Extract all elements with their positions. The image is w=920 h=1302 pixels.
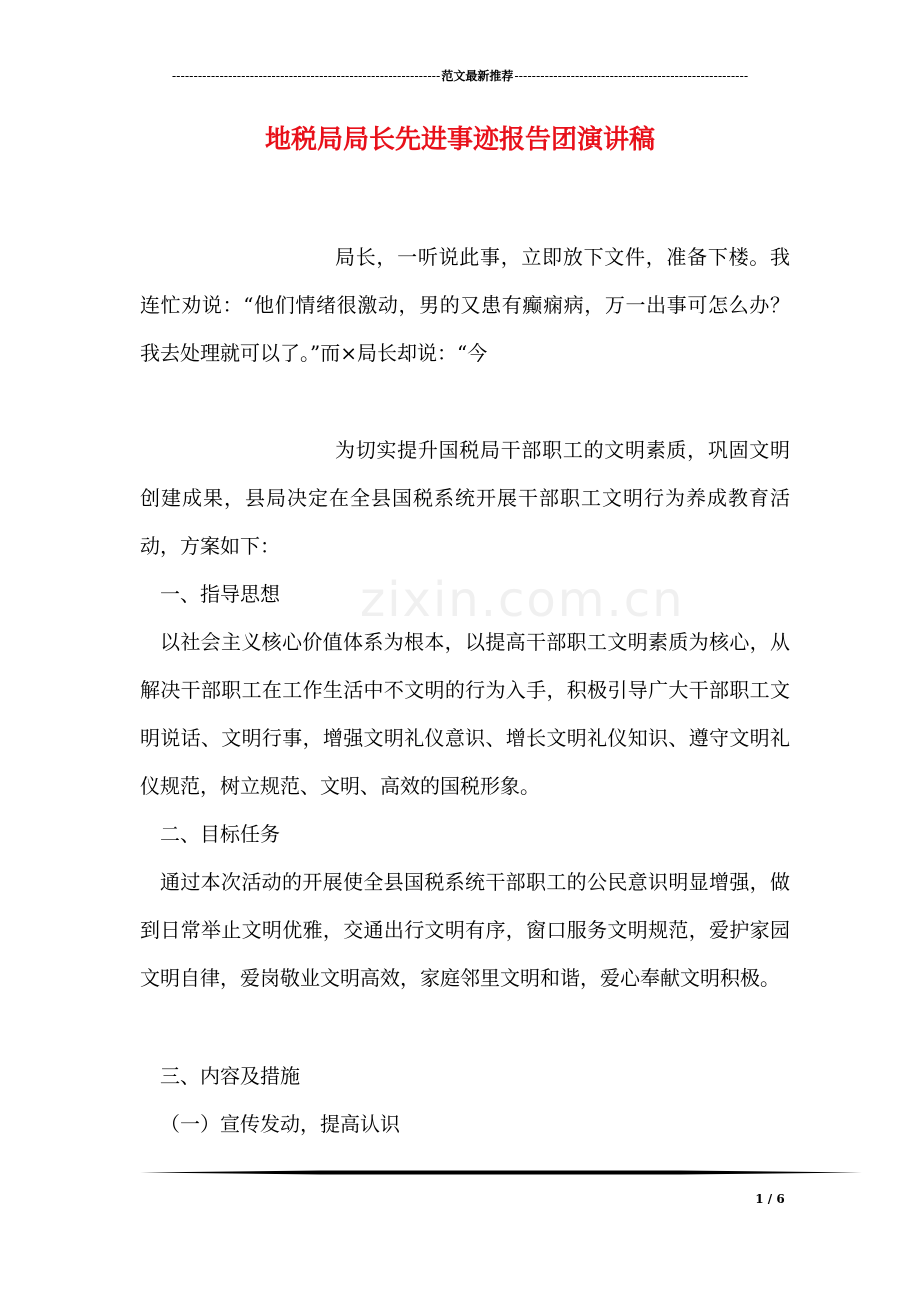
heading-3: 三、内容及措施 [160,1064,300,1088]
paragraph-4: 通过本次活动的开展使全县国税系统干部职工的公民意识明显增强，做到日常举止文明优雅，交通出行文明有序，窗口服务文明规范，爱护家园文明自律，爱岗敬业文明高效，家庭邻里文明和谐，爱心奉献文明积极。 [140,870,790,990]
header-label: 范文最新推荐 [441,69,514,83]
heading-2: 二、目标任务 [160,822,280,846]
watermark: zixin.com.cn [360,572,685,628]
footer-rule [140,1170,862,1175]
header-dashes-right: ------------------------------------------------------ [514,69,749,83]
page-number: 1 / 6 [755,1192,785,1206]
heading-4: （一）宣传发动，提高认识 [160,1112,400,1136]
heading-1: 一、指导思想 [160,582,280,606]
header-dashes-left: -------------------------------------------------------------- [171,69,441,83]
paragraph-2: 为切实提升国税局干部职工的文明素质，巩固文明创建成果，县局决定在全县国税系统开展干部职工文明行为养成教育活动，方案如下： [140,438,790,558]
document-title: 地税局局长先进事迹报告团演讲稿 [264,125,655,155]
page-header [0,68,920,84]
paragraph-3: 以社会主义核心价值体系为根本，以提高干部职工文明素质为核心，从解决干部职工在工作生活中不文明的行为入手，积极引导广大干部职工文明说话、文明行事，增强文明礼仪意识、增长文明礼仪知识、遵守文明礼仪规范，树立规范、文明、高效的国税形象。 [140,630,790,798]
paragraph-1: 局长，一听说此事，立即放下文件，准备下楼。我连忙劝说：“他们情绪很激动，男的又患有癫痫病，万一出事可怎么办？我去处理就可以了。”而×局长却说：“今 [140,245,790,365]
